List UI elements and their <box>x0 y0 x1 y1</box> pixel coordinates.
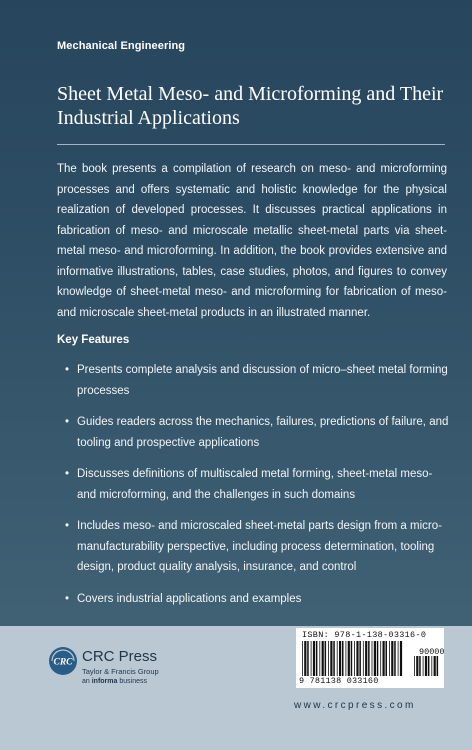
logo-text: CRC <box>53 657 73 668</box>
key-feature-item <box>57 589 452 610</box>
book-description: The book presents a compilation of research on meso- and microforming processes and offers systematic and holistic knowledge for the physical realization of developed processes. It discusses practical applications in fabrication of meso- and microscale metallic sheet-metal parts via sheet-metal meso- and microforming. In addition, the book provides extensive and informative illustrations, tables, case studies, photos, and figures to convey knowledge of sheet-metal meso- and microforming for fabrication of meso- and microscale sheet-metal products in an illustrated manner. <box>57 163 447 319</box>
bullet-icon: • <box>65 468 70 480</box>
key-feature-text: Guides readers across the mechanics, failures, predictions of failure, and tooling and prospective applications <box>77 416 449 449</box>
business-prefix: an <box>82 678 92 685</box>
price-code: 90000 <box>419 647 445 657</box>
key-features-heading: Key Features <box>57 334 130 346</box>
bullet-icon: • <box>65 520 70 532</box>
key-feature-item <box>57 360 452 401</box>
key-feature-text: Discusses definitions of multiscaled metal forming, sheet-metal meso- and microforming, and the challenges in such domains <box>77 468 433 501</box>
publisher-group: Taylor & Francis Group <box>82 667 159 676</box>
book-title: Sheet Metal Meso- and Microforming and Their Industrial Applications <box>57 83 444 129</box>
bullet-icon: • <box>65 592 70 605</box>
business-brand: informa <box>91 678 118 685</box>
key-feature-text: Includes meso- and microscaled sheet-metal parts design from a micro-manufacturability perspective, including process determination, tooling design, product quality analysis, insurance, and control <box>77 520 442 573</box>
key-feature-item <box>57 464 452 505</box>
crc-press-logo-icon <box>48 646 78 676</box>
key-feature-text: Covers industrial applications and examples <box>77 592 302 605</box>
key-feature-item <box>57 412 452 453</box>
bullet-icon: • <box>65 416 70 428</box>
barcode-digits: 9 781138 033160 <box>299 676 379 686</box>
bullet-icon: • <box>65 364 70 376</box>
publisher-name: CRC Press <box>82 648 158 665</box>
key-features-list <box>57 360 452 620</box>
isbn-number: ISBN: 978-1-138-03316-0 <box>302 630 427 640</box>
key-feature-item <box>57 516 452 578</box>
series-label: Mechanical Engineering <box>57 40 186 52</box>
key-feature-text: Presents complete analysis and discussion of micro–sheet metal forming processes <box>77 364 448 397</box>
publisher-website[interactable]: www.crcpress.com <box>294 700 416 711</box>
publisher-business-line <box>82 678 147 685</box>
business-suffix: business <box>117 678 147 685</box>
title-divider <box>57 144 445 145</box>
